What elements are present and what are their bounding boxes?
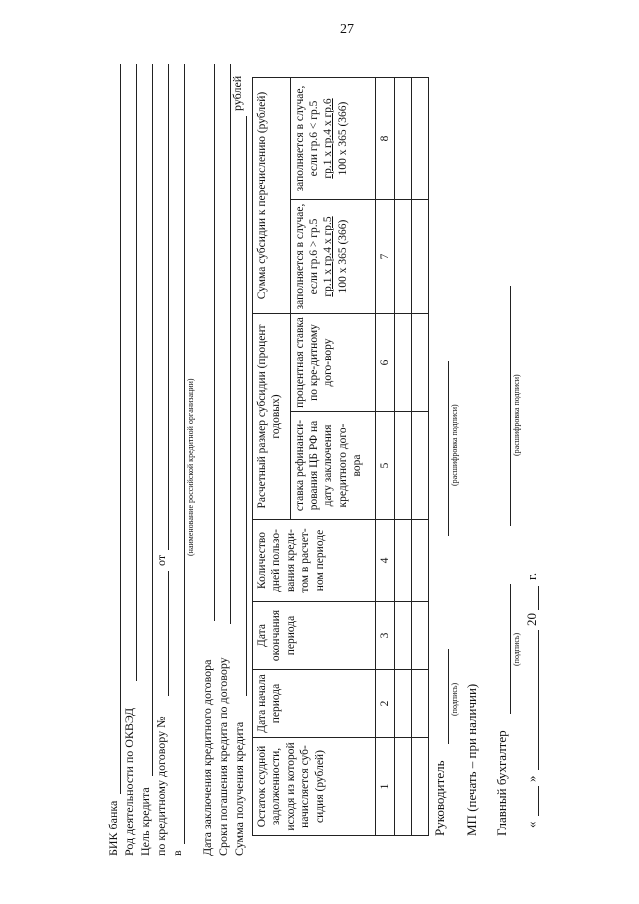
date-close-quote: » xyxy=(524,775,539,782)
col4-header: Количество дней пользо-вания креди-том в расчет-ном периоде xyxy=(253,520,376,602)
col8-denominator: 100 х 365 (366) xyxy=(336,101,349,176)
year-suffix: г. xyxy=(524,572,539,580)
head-decode-caption: (расшифровка подписи) xyxy=(450,404,459,486)
okved-line xyxy=(136,64,137,681)
col3-header: Дата окончания периода xyxy=(253,602,376,670)
col7-header xyxy=(290,200,375,314)
col-number: 5 xyxy=(376,412,395,520)
subsidy-table xyxy=(252,77,429,836)
col8-condition: заполняется в случае, если гр.6 < гр.5 xyxy=(293,85,320,192)
col-number: 7 xyxy=(376,200,395,314)
table-header-row-1 xyxy=(253,78,291,836)
col-number: 6 xyxy=(376,314,395,412)
bank-line xyxy=(184,64,185,844)
date-month-line xyxy=(538,630,539,770)
accountant-label: Главный бухгалтер xyxy=(494,730,509,836)
col8-header xyxy=(290,78,375,200)
table-empty-row xyxy=(412,78,429,836)
stamp-label: МП (печать – при наличии) xyxy=(464,683,479,836)
col7-condition: заполняется в случае, если гр.6 > гр.5 xyxy=(293,203,320,310)
date-day-line xyxy=(538,786,539,816)
contract-date-label: Дата заключения кредитного договора xyxy=(200,659,214,856)
contract-date-value-line xyxy=(214,64,215,621)
purpose-label: Цель кредита xyxy=(138,787,152,856)
repayment-label: Сроки погашения кредита по договору xyxy=(216,657,230,856)
date-open-quote: « xyxy=(524,821,539,828)
table-number-row xyxy=(376,78,395,836)
head-signature-caption: (подпись) xyxy=(450,682,459,716)
col7-numerator: гр.1 х гр.4 х гр.5 xyxy=(322,216,335,297)
col-number: 8 xyxy=(376,78,395,200)
sum-group-header: Сумма субсидии к перечислению (рублей) xyxy=(253,78,291,314)
col-number: 1 xyxy=(376,738,395,836)
amount-line xyxy=(246,116,247,696)
bik-label: БИК банка xyxy=(106,800,120,856)
col7-denominator: 100 х 365 (366) xyxy=(336,219,349,294)
rotated-form xyxy=(100,56,540,856)
rate-group-header: Расчетный размер субсидии (процент годовых) xyxy=(253,314,291,520)
repayment-line xyxy=(230,64,231,624)
bik-line xyxy=(120,64,121,794)
year-prefix: 20 xyxy=(524,613,539,626)
col-number: 3 xyxy=(376,602,395,670)
okved-label: Род деятельности по ОКВЭД xyxy=(122,707,136,856)
contract-number-line xyxy=(168,571,169,696)
col6-header: процентная ставка по кре-дитному дого-вору xyxy=(290,314,375,412)
accountant-signature-line xyxy=(510,584,511,714)
col8-numerator: гр.1 х гр.4 х гр.6 xyxy=(322,98,335,179)
accountant-decode-caption: (расшифровка подписи) xyxy=(512,374,521,456)
col-number: 4 xyxy=(376,520,395,602)
col-number: 2 xyxy=(376,670,395,738)
page-number: 27 xyxy=(340,22,354,37)
year-line xyxy=(538,586,539,610)
head-signature-line xyxy=(448,649,449,744)
contract-from: от xyxy=(154,554,168,566)
accountant-decode-line xyxy=(510,286,511,526)
purpose-line xyxy=(152,64,153,776)
head-decode-line xyxy=(448,361,449,536)
col5-header: ставка рефинанси-рования ЦБ РФ на дату заключения кредитного дого-вора xyxy=(290,412,375,520)
col2-header: Дата начала периода xyxy=(253,670,376,738)
currency-label: рублей xyxy=(230,75,244,111)
col1-header: Остаток ссудной задолженности, исходя из которой начисляется суб-сидия (рублей) xyxy=(253,738,376,836)
accountant-signature-caption: (подпись) xyxy=(512,632,521,666)
head-label: Руководитель xyxy=(432,760,447,836)
bank-prefix: в xyxy=(170,850,184,856)
table-empty-row xyxy=(395,78,412,836)
contract-label: по кредитному договору № xyxy=(154,716,168,856)
contract-date-line xyxy=(168,64,169,550)
bank-caption: (наименование российской кредитной организации) xyxy=(186,378,195,556)
amount-label: Сумма получения кредита xyxy=(232,721,246,856)
